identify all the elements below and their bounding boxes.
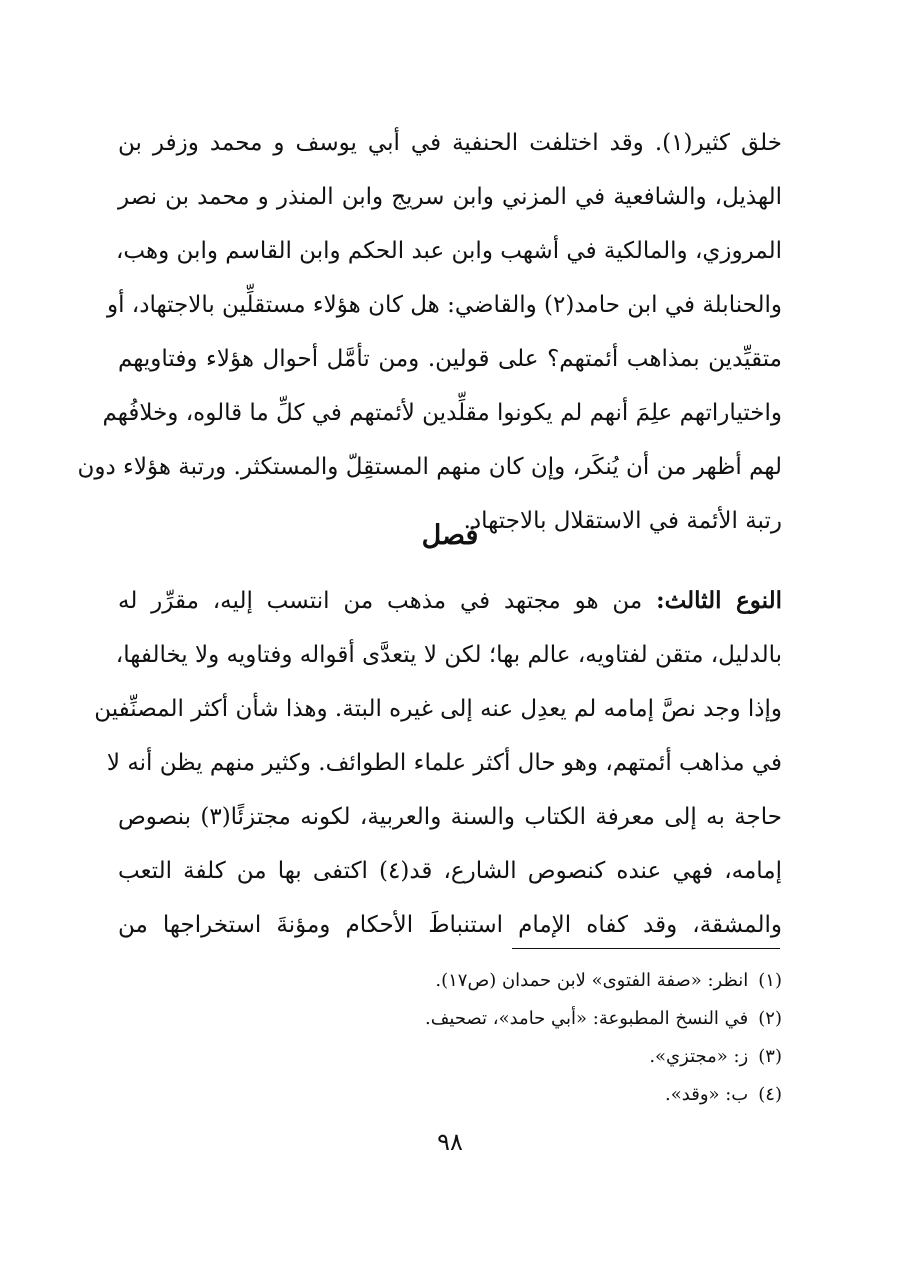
footnote	[118, 1076, 782, 1114]
text-line	[118, 574, 782, 628]
footnote	[118, 1038, 782, 1076]
paragraph-1	[77, 116, 782, 548]
text-line: حاجة به إلى معرفة الكتاب والسنة والعربية، لكونه مجتزئًا(٣) بنصوص	[118, 804, 782, 830]
footnotes	[118, 962, 782, 1114]
page-number: ٩٨	[437, 1128, 463, 1156]
footnote-number: (٤)	[758, 1084, 782, 1105]
paragraph-2	[94, 574, 782, 952]
footnote-text: ز: «مجتزي».	[649, 1046, 749, 1067]
text-line: المروزي، والمالكية في أشهب وابن عبد الحكم وابن القاسم وابن وهب،	[115, 238, 782, 264]
text-line: وإذا وجد نصَّ إمامه لم يعدِل عنه إلى غيره البتة. وهذا شأن أكثر المصنِّفين	[94, 696, 782, 722]
text-line: خلق كثير(١). وقد اختلفت الحنفية في أبي يوسف و محمد وزفر بن	[118, 130, 782, 156]
section-heading: فصل	[421, 520, 479, 551]
section-heading-wrap	[118, 508, 782, 564]
text-line: إمامه، فهي عنده كنصوص الشارع، قد(٤) اكتفى بها من كلفة التعب	[118, 858, 782, 884]
text-line: الهذيل، والشافعية في المزني وابن سريج وابن المنذر و محمد بن نصر	[118, 184, 782, 210]
paragraph-lead: النوع الثالث:	[656, 587, 782, 614]
footnote	[118, 962, 782, 1000]
footnote-separator	[512, 948, 780, 949]
text-line-rest: من هو مجتهد في مذهب من انتسب إليه، مقرِّر له	[118, 588, 657, 614]
text-line: واختياراتهم علِمَ أنهم لم يكونوا مقلِّدين لأئمتهم في كلِّ ما قالوه، وخلافُهم	[102, 400, 782, 426]
text-line: في مذاهب أئمتهم، وهو حال أكثر علماء الطوائف. وكثير منهم يظن أنه لا	[106, 750, 782, 776]
text-line: متقيِّدين بمذاهب أئمتهم؟ على قولين. ومن تأمَّل أحوال هؤلاء وفتاويهم	[118, 346, 782, 372]
text-line: رتبة الأئمة في الاستقلال بالاجتهاد.	[463, 508, 782, 534]
footnote	[118, 1000, 782, 1038]
text-line: لهم أظهر من أن يُنكَر، وإن كان منهم المستقِلّ والمستكثر. ورتبة هؤلاء دون	[77, 454, 782, 480]
text-line: والحنابلة في ابن حامد(٢) والقاضي: هل كان هؤلاء مستقلِّين بالاجتهاد، أو	[106, 292, 782, 318]
footnote-number: (٣)	[758, 1046, 782, 1067]
footnote-number: (١)	[758, 970, 782, 991]
footnote-text: ب: «وقد».	[665, 1084, 749, 1105]
footnote-text: انظر: «صفة الفتوى» لابن حمدان (ص١٧).	[435, 970, 749, 991]
text-line: بالدليل، متقن لفتاويه، عالم بها؛ لكن لا يتعدَّى أقواله وفتاويه ولا يخالفها،	[115, 642, 782, 668]
text-line: والمشقة، وقد كفاه الإمام استنباطَ الأحكام ومؤنةَ استخراجها من	[118, 912, 782, 938]
footnote-text: في النسخ المطبوعة: «أبي حامد»، تصحيف.	[425, 1008, 749, 1029]
footnote-number: (٢)	[758, 1008, 782, 1029]
